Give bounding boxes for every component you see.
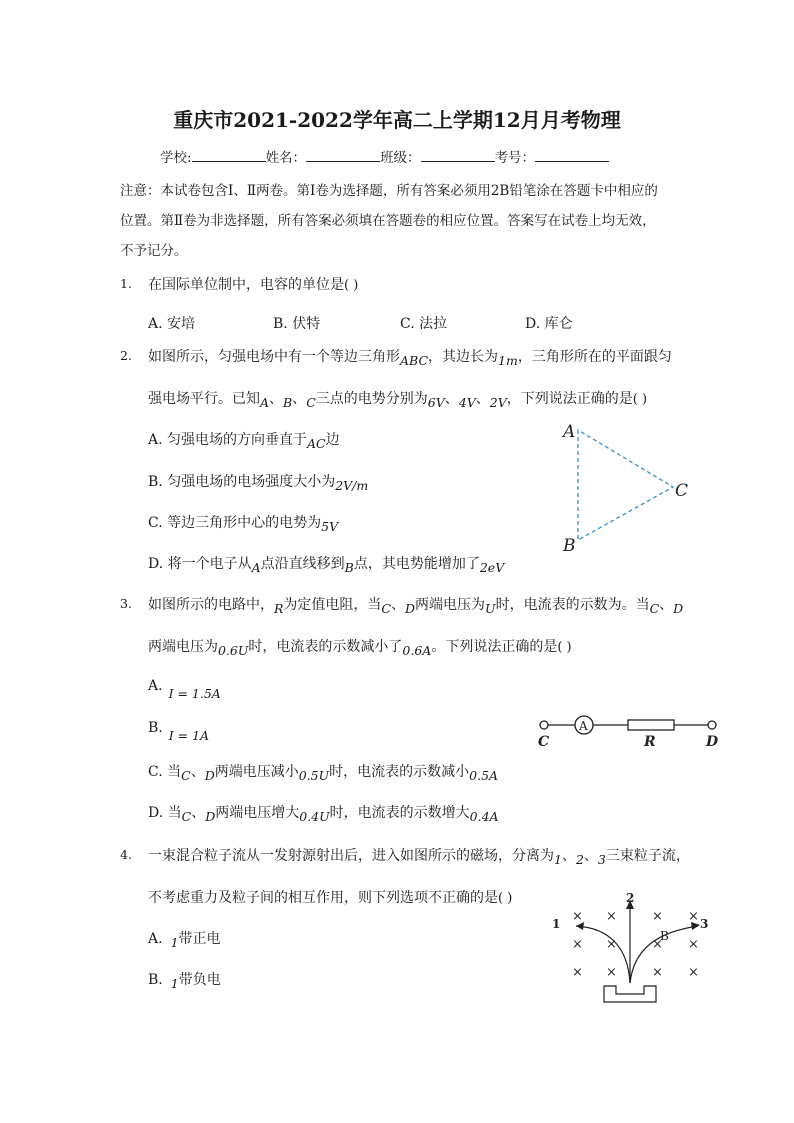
question-3-line-2 <box>148 636 572 656</box>
source-box <box>604 986 656 1002</box>
field-cross: × <box>606 937 617 952</box>
q4-text: 一束混合粒子流从一发射源射出后，进入如图所示的磁场，分离为 <box>148 848 554 864</box>
q3-math: C <box>649 601 660 616</box>
q3-text: 、 <box>391 597 405 613</box>
q2-option-text: 点，其电势能增加了 <box>353 556 480 572</box>
q3-option-text: 两端电压减小 <box>214 764 299 780</box>
question-1-option-b: B. 伏特 <box>273 316 321 332</box>
q3-math: D <box>204 768 215 783</box>
school-label: 学校: <box>160 150 192 166</box>
q2-option-text: B. 匀强电场的电场强度大小为 <box>148 474 336 490</box>
q3-option-text: 时，电流表的示数增大 <box>329 805 470 821</box>
q4-option-text: 带负电 <box>178 972 221 988</box>
q3-text: 两端电压为 <box>415 597 486 613</box>
class-label: 班级： <box>380 150 421 166</box>
vertex-label-c: C <box>675 481 689 501</box>
q3-math: C <box>181 768 191 783</box>
q4-math: 1 <box>170 976 179 991</box>
q2-math: A <box>260 395 270 410</box>
question-4-line-2 <box>148 887 512 907</box>
q2-text: 、 <box>444 391 459 407</box>
field-cross: × <box>572 909 583 924</box>
answer-paren: ( ) <box>557 640 572 655</box>
field-cross: × <box>688 909 699 924</box>
class-blank[interactable] <box>421 149 495 162</box>
field-cross: × <box>652 909 663 924</box>
q2-math: B <box>344 560 354 575</box>
q4-math: 2 <box>575 852 584 867</box>
question-1-stem <box>148 274 358 294</box>
field-cross: × <box>688 937 699 952</box>
q3-text: 。下列说法正确的是 <box>431 639 558 655</box>
question-3-number: 3. <box>120 596 132 611</box>
triangle-figure <box>555 415 705 560</box>
q3-math: D <box>405 601 416 616</box>
q4-option-text: 带正电 <box>178 931 221 947</box>
q3-math: R <box>274 601 284 616</box>
q4-math: 1 <box>170 935 179 950</box>
q3-text: 为定值电阻，当 <box>283 597 382 613</box>
q2-math: 5V <box>321 519 339 534</box>
ammeter-label: A <box>579 719 588 733</box>
q2-text: ，三角形所在的平面跟匀 <box>517 349 672 365</box>
q2-option-text: A. 匀强电场的方向垂直于 <box>148 432 308 448</box>
q2-text: 三点的电势分别为 <box>315 391 428 407</box>
q3-option-text: 时，电流表的示数减小 <box>329 764 470 780</box>
q3-option-text: B. <box>148 720 163 736</box>
q4-text: 、 <box>583 848 598 864</box>
track-1 <box>576 926 630 983</box>
q2-math: 4V <box>458 395 476 410</box>
q3-text: 时，电流表的示数为。当 <box>495 597 650 613</box>
question-3-option-b <box>148 720 210 743</box>
q2-text: 强电场平行。已知 <box>148 391 260 407</box>
beam-label-1: 1 <box>552 917 561 931</box>
q2-math: 6V <box>427 395 445 410</box>
resistor-icon <box>628 720 674 730</box>
number-label: 考号： <box>494 150 536 166</box>
q2-option-text: 边 <box>325 432 340 448</box>
triangle-dashed-edges <box>578 430 673 540</box>
q3-math: C <box>381 601 391 616</box>
student-info-line <box>160 146 609 166</box>
q4-math: 1 <box>554 852 562 867</box>
vertex-label-a: A <box>563 422 576 442</box>
magnetic-field-figure <box>548 888 724 1008</box>
q3-math: 0.4A <box>469 809 499 824</box>
q3-math: 0.6U <box>218 643 249 658</box>
terminal-label-c: C <box>538 734 550 750</box>
field-label-b: B <box>660 929 669 943</box>
beam-label-3: 3 <box>700 917 709 931</box>
question-4-option-b <box>148 969 221 989</box>
q3-text: 、 <box>659 597 674 613</box>
question-4-number: 4. <box>120 847 132 862</box>
exam-notice: 注意：本试卷包含Ⅰ、Ⅱ两卷。第Ⅰ卷为选择题，所有答案必须用2B铅笔涂在答题卡中相应的位置。第Ⅱ卷为非选择题，所有答案必须填在答题卷的相应位置。答案写在试卷上均无效，不予记分。 <box>120 183 658 259</box>
terminal-c <box>540 721 548 729</box>
question-2-line-2 <box>148 388 647 408</box>
q2-text: 、 <box>269 391 284 407</box>
answer-paren: ( ) <box>344 278 359 293</box>
question-1-option-a: A. 安培 <box>148 316 196 332</box>
q3-math: 0.5U <box>298 768 330 783</box>
question-1-option-c: C. 法拉 <box>400 316 448 332</box>
q3-math: 0.4U <box>299 809 330 824</box>
q4-text: 不考虑重力及粒子间的相互作用，则下列选项不正确的是 <box>148 890 498 906</box>
vertex-label-b: B <box>563 536 576 556</box>
q4-option-text: B. <box>148 972 163 988</box>
field-cross: × <box>652 937 663 952</box>
magnetic-field-crosses <box>572 909 699 980</box>
q4-text: 、 <box>561 848 576 864</box>
question-1-stem-text: 在国际单位制中，电容的单位是 <box>148 277 344 293</box>
q2-math: B <box>283 395 293 410</box>
q3-option-text: C. 当 <box>148 764 182 780</box>
q3-option-text: A. <box>148 678 163 694</box>
q2-option-text: D. 将一个电子从 <box>148 556 252 572</box>
question-1-number: 1. <box>120 276 132 291</box>
q2-text: 、 <box>475 391 490 407</box>
q2-math: 1m <box>498 353 518 368</box>
question-2-number: 2. <box>120 348 132 363</box>
q3-text: 时，电流表的示数减小了 <box>248 639 403 655</box>
q4-math: 3 <box>597 852 606 867</box>
q3-option-text: D. 当 <box>148 805 182 821</box>
q3-math: I = 1A <box>168 728 210 743</box>
answer-paren: ( ) <box>632 392 648 407</box>
q2-option-text: C. 等边三角形中心的电势为 <box>148 515 322 531</box>
question-4-option-a <box>148 928 221 948</box>
question-3-line-1 <box>148 594 683 614</box>
circuit-figure <box>530 710 730 752</box>
q2-math: 2V/m <box>335 478 369 493</box>
name-label: 姓名： <box>265 150 307 166</box>
q2-math: 2eV <box>479 560 505 575</box>
q3-math: D <box>673 601 684 616</box>
q3-option-text: 、 <box>190 764 205 780</box>
q3-math: U <box>485 601 496 616</box>
q2-option-text: 点沿直线移到 <box>260 556 345 572</box>
question-2-option-c <box>148 512 338 532</box>
question-4-line-1 <box>148 845 690 865</box>
q2-text: ，其边长为 <box>428 349 499 365</box>
terminal-label-d: D <box>706 734 719 750</box>
terminal-d <box>708 721 716 729</box>
answer-paren: ( ) <box>498 891 513 906</box>
q2-math: ABC <box>400 353 429 368</box>
field-cross: × <box>572 965 583 980</box>
question-2-option-a <box>148 429 340 449</box>
field-cross: × <box>572 937 583 952</box>
q2-text: ，下列说法正确的是 <box>506 391 633 407</box>
question-3-option-d <box>148 802 499 822</box>
q4-text: 三束粒子流， <box>605 848 690 864</box>
q3-text: 两端电压为 <box>148 639 218 655</box>
q3-math: 0.5A <box>469 768 499 783</box>
number-blank[interactable] <box>535 149 609 162</box>
q2-text: 如图所示，匀强电场中有一个等边三角形 <box>148 349 400 365</box>
page-title: 重庆市2021-2022学年高二上学期12月月考物理 <box>173 108 621 132</box>
question-2-line-1 <box>148 346 672 366</box>
name-blank[interactable] <box>306 149 380 162</box>
field-cross: × <box>688 965 699 980</box>
school-blank[interactable] <box>192 149 266 162</box>
q3-math: C <box>181 809 192 824</box>
field-cross: × <box>606 909 617 924</box>
beam-label-2: 2 <box>626 891 635 905</box>
resistor-label: R <box>644 734 656 750</box>
q3-text: 如图所示的电路中， <box>148 597 274 613</box>
question-2-option-b <box>148 471 368 491</box>
q3-option-text: 、 <box>191 805 206 821</box>
question-3-option-a <box>148 678 221 701</box>
q3-math: 0.6A <box>402 643 432 658</box>
q2-math: A <box>251 560 261 575</box>
q3-option-text: 两端电压增大 <box>215 805 300 821</box>
q2-math: AC <box>307 436 326 451</box>
q2-text: 、 <box>292 391 307 407</box>
question-3-option-c <box>148 761 498 781</box>
q2-math: C <box>306 395 316 410</box>
q3-math: D <box>205 809 216 824</box>
q2-math: 2V <box>489 395 507 410</box>
question-2-option-d <box>148 553 504 573</box>
field-cross: × <box>652 965 663 980</box>
field-cross: × <box>606 965 617 980</box>
question-1-option-d: D. 库仑 <box>525 316 573 332</box>
q3-math: I = 1.5A <box>168 686 221 701</box>
q4-option-text: A. <box>148 931 163 947</box>
